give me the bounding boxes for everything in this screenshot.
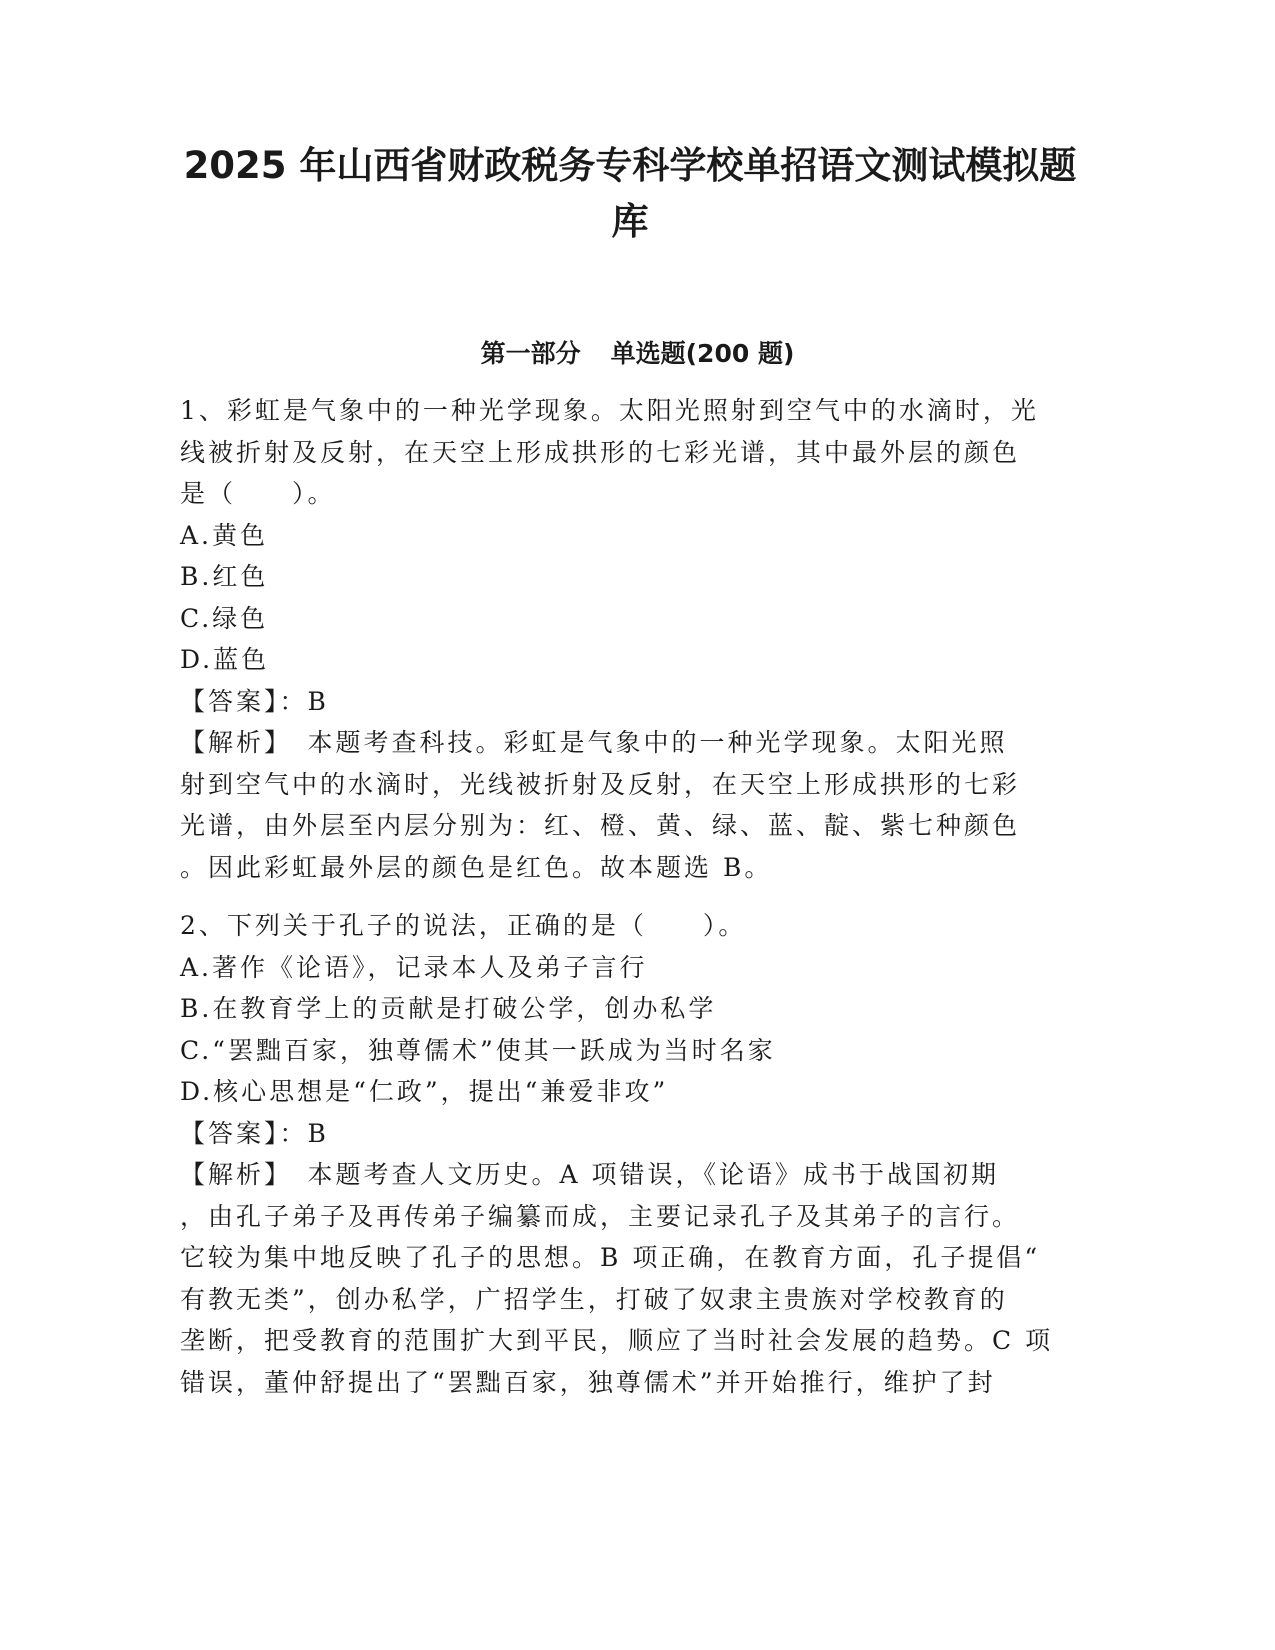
section-name-label: 单选题(200 题)	[610, 339, 795, 368]
question-2	[180, 905, 1054, 1403]
section-part-label: 第一部分	[480, 339, 581, 368]
answer-line: 【答案】：B	[180, 1118, 329, 1148]
analysis-line: 【解析】 本题考查科技。彩虹是气象中的一种光学现象。太阳光照	[180, 728, 1008, 757]
analysis-line: ，由孔子弟子及再传弟子编纂而成，主要记录孔子及其弟子的言行。	[180, 1201, 1021, 1231]
question-stem-line: 2、下列关于孔子的说法，正确的是（ ）。	[180, 911, 747, 940]
option-a: A.黄色	[180, 520, 269, 550]
document-title-line-2: 库	[611, 200, 649, 243]
answer-line: 【答案】：B	[180, 686, 329, 716]
analysis-line: 【解析】 本题考查人文历史。A 项错误，《论语》成书于战国初期	[180, 1160, 1000, 1189]
option-d: D.蓝色	[180, 645, 270, 674]
option-b: B.在教育学上的贡献是打破公学，创办私学	[180, 994, 717, 1023]
analysis-line: 有教无类”，创办私学，广招学生，打破了奴隶主贵族对学校教育的	[180, 1284, 1008, 1314]
question-stem-line: 1、彩虹是气象中的一种光学现象。太阳光照射到空气中的水滴时，光	[180, 396, 1039, 425]
analysis-line: 射到空气中的水滴时，光线被折射及反射，在天空上形成拱形的七彩	[180, 769, 1021, 799]
document-title	[180, 138, 1080, 250]
section-heading	[180, 336, 1095, 372]
analysis-line: 光谱，由外层至内层分别为：红、橙、黄、绿、蓝、靛、紫七种颜色	[180, 811, 1021, 840]
analysis-line: 垄断，把受教育的范围扩大到平民，顺应了当时社会发展的趋势。C 项	[180, 1326, 1054, 1355]
option-d: D.核心思想是“仁政”，提出“兼爱非攻”	[180, 1077, 669, 1106]
question-stem-line: 是（ ）。	[180, 479, 336, 508]
option-c: C.“罢黜百家，独尊儒术”使其一跃成为当时名家	[180, 1035, 776, 1065]
document-title-line-1: 2025 年山西省财政税务专科学校单招语文测试模拟题	[183, 144, 1077, 187]
question-1	[180, 390, 1040, 888]
question-stem-line: 线被折射及反射，在天空上形成拱形的七彩光谱，其中最外层的颜色	[180, 437, 1021, 467]
analysis-line: 它较为集中地反映了孔子的思想。B 项正确，在教育方面，孔子提倡“	[180, 1243, 1041, 1272]
analysis-line: 。因此彩虹最外层的颜色是红色。故本题选 B。	[180, 852, 773, 882]
option-a: A.著作《论语》，记录本人及弟子言行	[180, 952, 648, 982]
option-c: C.绿色	[180, 603, 269, 633]
analysis-line: 错误，董仲舒提出了“罢黜百家，独尊儒术”并开始推行，维护了封	[180, 1367, 996, 1397]
option-b: B.红色	[180, 562, 269, 591]
